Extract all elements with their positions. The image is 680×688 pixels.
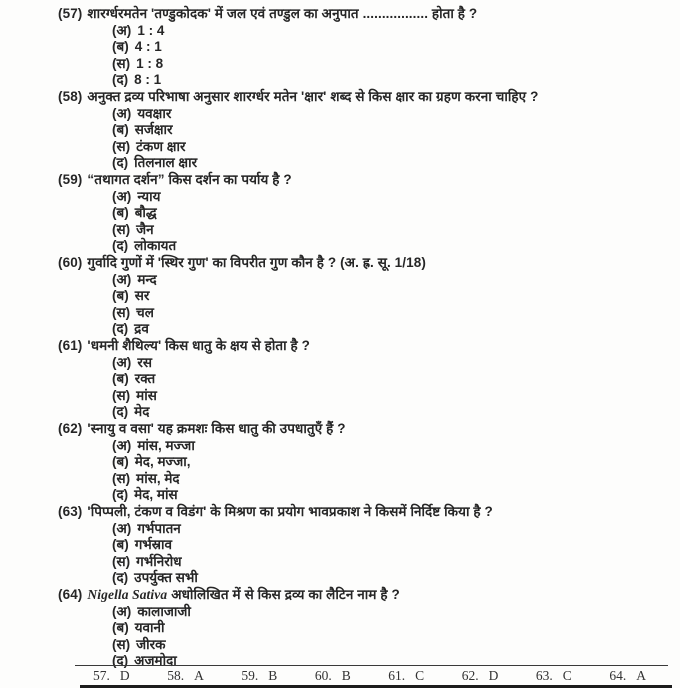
question-number: (57) <box>58 6 83 21</box>
option-row-b <box>58 122 674 139</box>
option-text: मेद, मांस <box>134 487 178 503</box>
question-block <box>58 255 674 338</box>
option-row-b <box>58 454 674 471</box>
answer-question-number: 64. <box>609 668 627 683</box>
option-text: गर्भपातन <box>137 520 181 536</box>
option-row-a <box>58 521 674 538</box>
question-block <box>58 172 674 255</box>
question-block <box>58 6 674 89</box>
option-row-a <box>58 23 674 40</box>
answer-letter: B <box>268 668 278 683</box>
question-text: 'धमनी शैथिल्य' किस धातु के क्षय से होता है ? <box>87 338 311 353</box>
question-number: (58) <box>58 89 83 104</box>
option-label: (ब) <box>112 39 129 55</box>
option-row-c <box>58 388 674 405</box>
option-text: बौद्ध <box>134 205 157 221</box>
question-text: गुर्वादि गुणों में 'स्थिर गुण' का विपरीत गुण कौन है ? (अ. ह्र. सू. 1/18) <box>87 255 426 270</box>
answer-letter: C <box>415 668 425 683</box>
option-label: (द) <box>112 487 129 503</box>
answer-letter: A <box>636 668 646 683</box>
answer-key-cell <box>167 668 204 684</box>
option-row-b <box>58 620 674 637</box>
option-row-d <box>58 321 674 338</box>
option-label: (द) <box>112 570 129 586</box>
question-block <box>58 504 674 587</box>
question-line <box>58 6 674 23</box>
question-number: (63) <box>58 504 83 519</box>
answer-key-cell <box>388 668 424 684</box>
option-row-c <box>58 471 674 488</box>
answer-key-cell <box>462 668 499 684</box>
option-label: (ब) <box>112 122 129 138</box>
option-text: अजमोदा <box>134 653 177 669</box>
option-label: (अ) <box>112 188 132 204</box>
option-row-c <box>58 139 674 156</box>
option-row-a <box>58 106 674 123</box>
option-label: (द) <box>112 321 129 337</box>
question-number: (60) <box>58 255 83 270</box>
answer-key-cell <box>315 668 351 684</box>
answer-letter: A <box>194 668 204 683</box>
option-text: मेद <box>134 404 150 420</box>
question-number: (64) <box>58 587 83 602</box>
option-label: (ब) <box>112 537 129 553</box>
question-block <box>58 587 674 670</box>
option-text: जैन <box>136 221 154 237</box>
option-row-b <box>58 288 674 305</box>
option-text: यवक्षार <box>137 105 172 121</box>
option-text: जीरक <box>136 636 166 652</box>
option-label: (स) <box>112 387 131 403</box>
option-label: (अ) <box>112 22 132 38</box>
question-block <box>58 338 674 421</box>
question-text: 'स्नायु व वसा' यह क्रमशः किस धातु की उपधातुएँ हैं ? <box>87 421 346 436</box>
option-label: (अ) <box>112 603 132 619</box>
option-label: (ब) <box>112 454 129 470</box>
option-label: (अ) <box>112 354 132 370</box>
option-label: (ब) <box>112 205 129 221</box>
option-label: (ब) <box>112 288 129 304</box>
option-row-d <box>58 570 674 587</box>
option-row-c <box>58 305 674 322</box>
option-label: (ब) <box>112 371 129 387</box>
option-text: 8 : 1 <box>134 72 162 88</box>
answer-key-cell <box>609 668 646 684</box>
question-text: 'पिप्पली, टंकण व विडंग' के मिश्रण का प्रयोग भावप्रकाश ने किसमें निर्दिष्ट किया है ? <box>87 504 493 519</box>
option-row-c <box>58 222 674 239</box>
option-row-c <box>58 56 674 73</box>
question-line <box>58 89 674 106</box>
option-label: (स) <box>112 553 131 569</box>
answer-key-strip <box>75 665 668 684</box>
option-text: मन्द <box>137 271 157 287</box>
option-text: रक्त <box>134 371 156 387</box>
option-text: रस <box>137 354 152 370</box>
option-row-a <box>58 355 674 372</box>
answer-question-number: 57. <box>93 668 110 683</box>
answer-key-cell <box>93 668 130 684</box>
option-label: (स) <box>112 138 131 154</box>
question-number: (59) <box>58 172 83 187</box>
answer-question-number: 61. <box>388 668 406 683</box>
questions-container <box>58 6 674 670</box>
option-text: कालाजाजी <box>137 603 191 619</box>
question-text: “तथागत दर्शन” किस दर्शन का पर्याय है ? <box>87 172 292 187</box>
option-text: सर <box>134 288 150 304</box>
option-label: (स) <box>112 304 131 320</box>
option-label: (स) <box>112 221 131 237</box>
option-text: गर्भनिरोध <box>136 553 182 569</box>
option-row-d <box>58 238 674 255</box>
option-text: यवानी <box>134 620 165 636</box>
option-text: गर्भस्राव <box>134 537 173 553</box>
answer-question-number: 60. <box>314 668 332 683</box>
option-text: तिलनाल क्षार <box>134 155 198 171</box>
option-row-d <box>58 155 674 172</box>
question-block <box>58 89 674 172</box>
option-label: (अ) <box>112 271 132 287</box>
option-text: सर्जक्षार <box>134 122 173 138</box>
option-row-b <box>58 39 674 56</box>
option-label: (अ) <box>112 105 132 121</box>
option-row-a <box>58 604 674 621</box>
option-text: 4 : 1 <box>134 39 162 55</box>
option-label: (स) <box>112 636 131 652</box>
option-label: (द) <box>112 72 129 88</box>
option-label: (अ) <box>112 437 132 453</box>
question-text: अधोलिखित में से किस द्रव्य का लैटिन नाम है ? <box>171 587 400 602</box>
option-row-a <box>58 189 674 206</box>
question-text: शारर्ग्धरमतेन 'तण्डुकोदक' में जल एवं तण्डुल का अनुपात ................. होता है ? <box>87 6 478 21</box>
option-text: मांस, मेद <box>136 470 180 486</box>
option-row-c <box>58 554 674 571</box>
option-label: (ब) <box>112 620 129 636</box>
option-text: लोकायत <box>134 238 177 254</box>
option-label: (द) <box>112 653 129 669</box>
option-label: (द) <box>112 404 129 420</box>
option-text: चल <box>136 304 154 320</box>
answer-question-number: 59. <box>241 668 259 683</box>
option-row-a <box>58 272 674 289</box>
question-line <box>58 504 674 521</box>
question-line <box>58 255 674 272</box>
question-line <box>58 421 674 438</box>
question-line <box>58 338 674 355</box>
question-number: (61) <box>58 338 83 353</box>
option-label: (अ) <box>112 520 132 536</box>
option-row-c <box>58 637 674 654</box>
option-row-d <box>58 72 674 89</box>
answer-question-number: 58. <box>167 668 185 683</box>
answer-key-cell <box>241 668 277 684</box>
option-row-b <box>58 537 674 554</box>
option-label: (स) <box>112 55 131 71</box>
option-label: (द) <box>112 155 129 171</box>
answer-letter: D <box>488 668 499 683</box>
answer-question-number: 63. <box>535 668 553 683</box>
option-text: 1 : 4 <box>137 22 165 38</box>
option-text: मांस <box>136 387 157 403</box>
answer-letter: B <box>341 668 351 683</box>
option-text: द्रव <box>134 321 149 337</box>
option-row-d <box>58 404 674 421</box>
option-text: उपर्युक्त सभी <box>134 570 198 586</box>
option-row-d <box>58 487 674 504</box>
option-row-a <box>58 438 674 455</box>
answer-letter: D <box>119 668 130 683</box>
answer-question-number: 62. <box>461 668 479 683</box>
option-label: (स) <box>112 470 131 486</box>
option-row-b <box>58 371 674 388</box>
option-text: मेद, मज्जा, <box>134 454 191 470</box>
question-line <box>58 172 674 189</box>
option-row-b <box>58 205 674 222</box>
question-line <box>58 587 674 604</box>
option-text: 1 : 8 <box>136 55 164 71</box>
question-latin-name: Nigella Sativa <box>87 587 168 602</box>
question-number: (62) <box>58 421 83 436</box>
option-text: न्याय <box>137 188 161 204</box>
option-label: (द) <box>112 238 129 254</box>
answer-letter: C <box>562 668 572 683</box>
option-text: मांस, मज्जा <box>137 437 195 453</box>
option-text: टंकण क्षार <box>136 138 186 154</box>
question-text: अनुक्त द्रव्य परिभाषा अनुसार शारर्ग्धर मतेन 'क्षार' शब्द से किस क्षार का ग्रहण करना चाहिए ? <box>87 89 539 104</box>
question-block <box>58 421 674 504</box>
answer-key-cell <box>536 668 572 684</box>
answer-key-row <box>75 668 668 684</box>
